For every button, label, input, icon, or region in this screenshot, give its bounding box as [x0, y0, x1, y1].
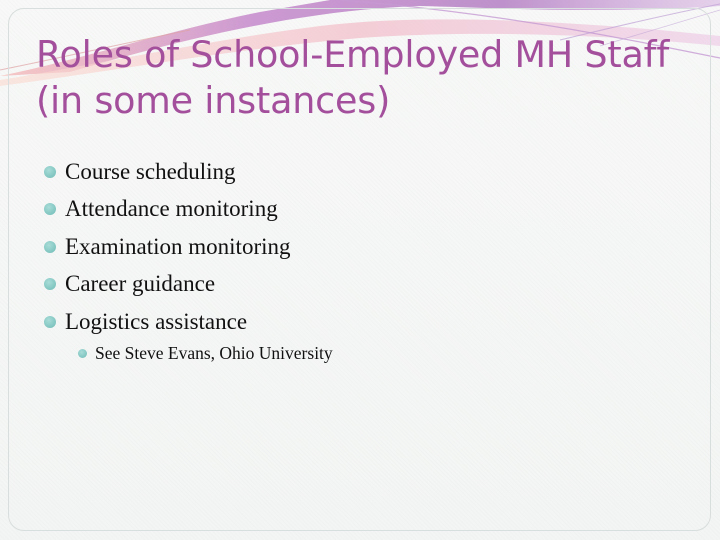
- bullet-item: [44, 191, 291, 229]
- bullet-item: [44, 153, 291, 191]
- sub-bullet-dot-icon: [78, 349, 87, 358]
- sub-bullet-item: [78, 343, 333, 364]
- bullet-dot-icon: [44, 316, 56, 328]
- bullet-text: Logistics assistance: [65, 308, 248, 334]
- bullet-dot-icon: [44, 278, 56, 290]
- bullet-item: [44, 228, 291, 266]
- bullet-text: Attendance monitoring: [65, 196, 278, 222]
- bullet-text: Examination monitoring: [65, 233, 291, 259]
- bullet-dot-icon: [44, 241, 56, 253]
- bullet-list: [44, 153, 291, 341]
- bullet-dot-icon: [44, 203, 56, 215]
- sub-bullet-text: See Steve Evans, Ohio University: [95, 343, 333, 363]
- bullet-dot-icon: [44, 166, 56, 178]
- bullet-text: Course scheduling: [65, 158, 236, 184]
- bullet-item: [44, 303, 291, 341]
- bullet-item: [44, 266, 291, 304]
- bullet-text: Career guidance: [65, 271, 216, 297]
- slide-title: Roles of School-Employed MH Staff (in some instances): [36, 33, 669, 122]
